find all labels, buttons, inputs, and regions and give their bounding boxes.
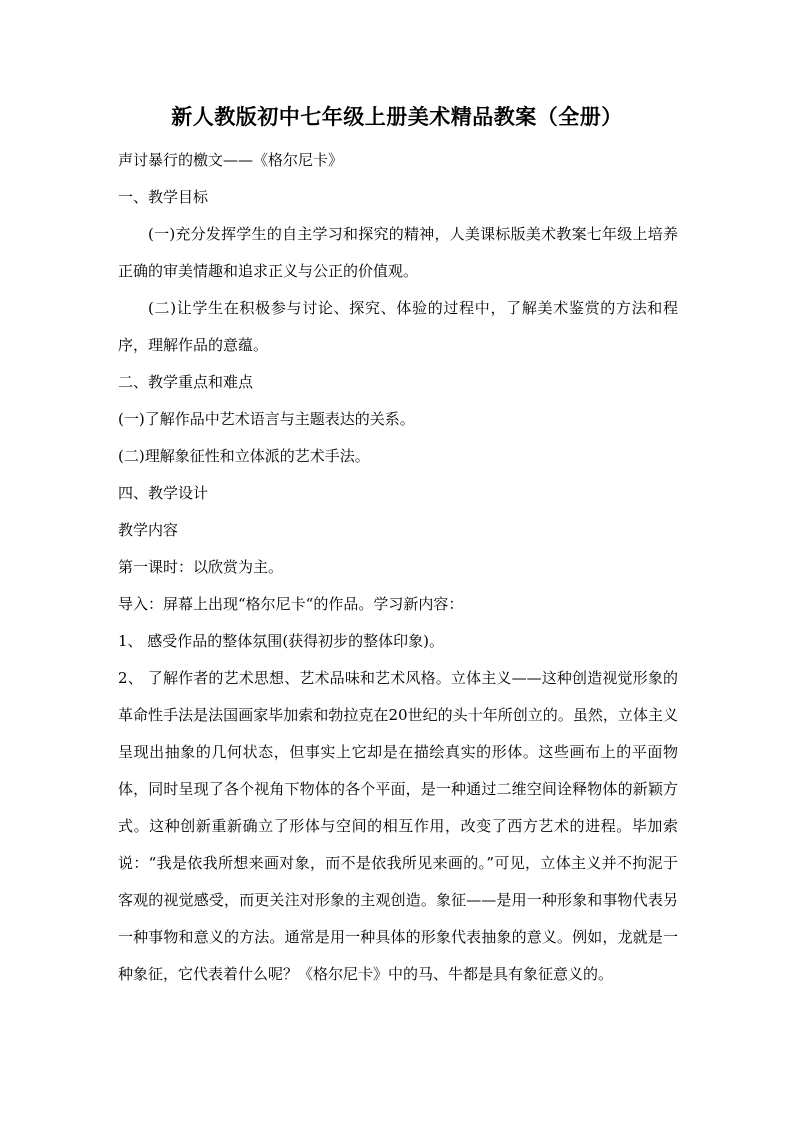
key-point-1: (一)了解作品中艺术语言与主题表达的关系。 [118,410,415,428]
key-point-2: (二)理解象征性和立体派的艺术手法。 [118,447,370,465]
lesson-subtitle: 声讨暴行的檄文——《格尔尼卡》 [118,151,344,169]
section-heading-key-points: 二、教学重点和难点 [118,373,254,391]
document-title: 新人教版初中七年级上册美术精品教案（全册） [171,104,623,129]
list-item-1: 1、 感受作品的整体氛围(获得初步的整体印象)。 [118,632,445,650]
first-lesson-line: 第一课时：以欣赏为主。 [118,558,284,576]
list-item-2: 2、 了解作者的艺术思想、艺术品味和艺术风格。立体主义——这种创造视觉形象的革命性手法是法国画家毕加索和勃拉克在20世纪的头十年所创立的。虽然，立体主义呈现出抽象的几何状态，但事实上它却是在描绘真实的形体。这些画布上的平面物体，同时呈现了各个视角下物体的各个平面，是一种通过二维空间诠释物体的新颖方式。这种创新重新确立了形体与空间的相互作用，改变了西方艺术的进程。毕加索说：“我是依我所想来画对象，而不是依我所见来画的。”可见，立体主义并不拘泥于客观的视觉感受，而更关注对形象的主观创造。象征——是用一种形象和事物代表另一种事物和意义的方法。通常是用一种具体的形象代表抽象的意义。例如，龙就是一种象征，它代表着什么呢？《格尔尼卡》中的马、牛都是具有象征意义的。 [118,669,678,983]
goal-paragraph-2: (二)让学生在积极参与讨论、探究、体验的过程中，了解美术鉴赏的方法和程序，理解作品的意蕴。 [118,299,678,354]
goal-paragraph-1: (一)充分发挥学生的自主学习和探究的精神，人美课标版美术教案七年级上培养正确的审美情趣和追求正义与公正的价值观。 [118,225,678,280]
document-body [118,142,678,993]
section-heading-design: 四、教学设计 [118,484,209,502]
section-heading-goals: 一、教学目标 [118,188,209,206]
introduction-line: 导入：屏幕上出现“格尔尼卡“的作品。学习新内容： [118,595,464,613]
teaching-content-label: 教学内容 [118,521,179,539]
